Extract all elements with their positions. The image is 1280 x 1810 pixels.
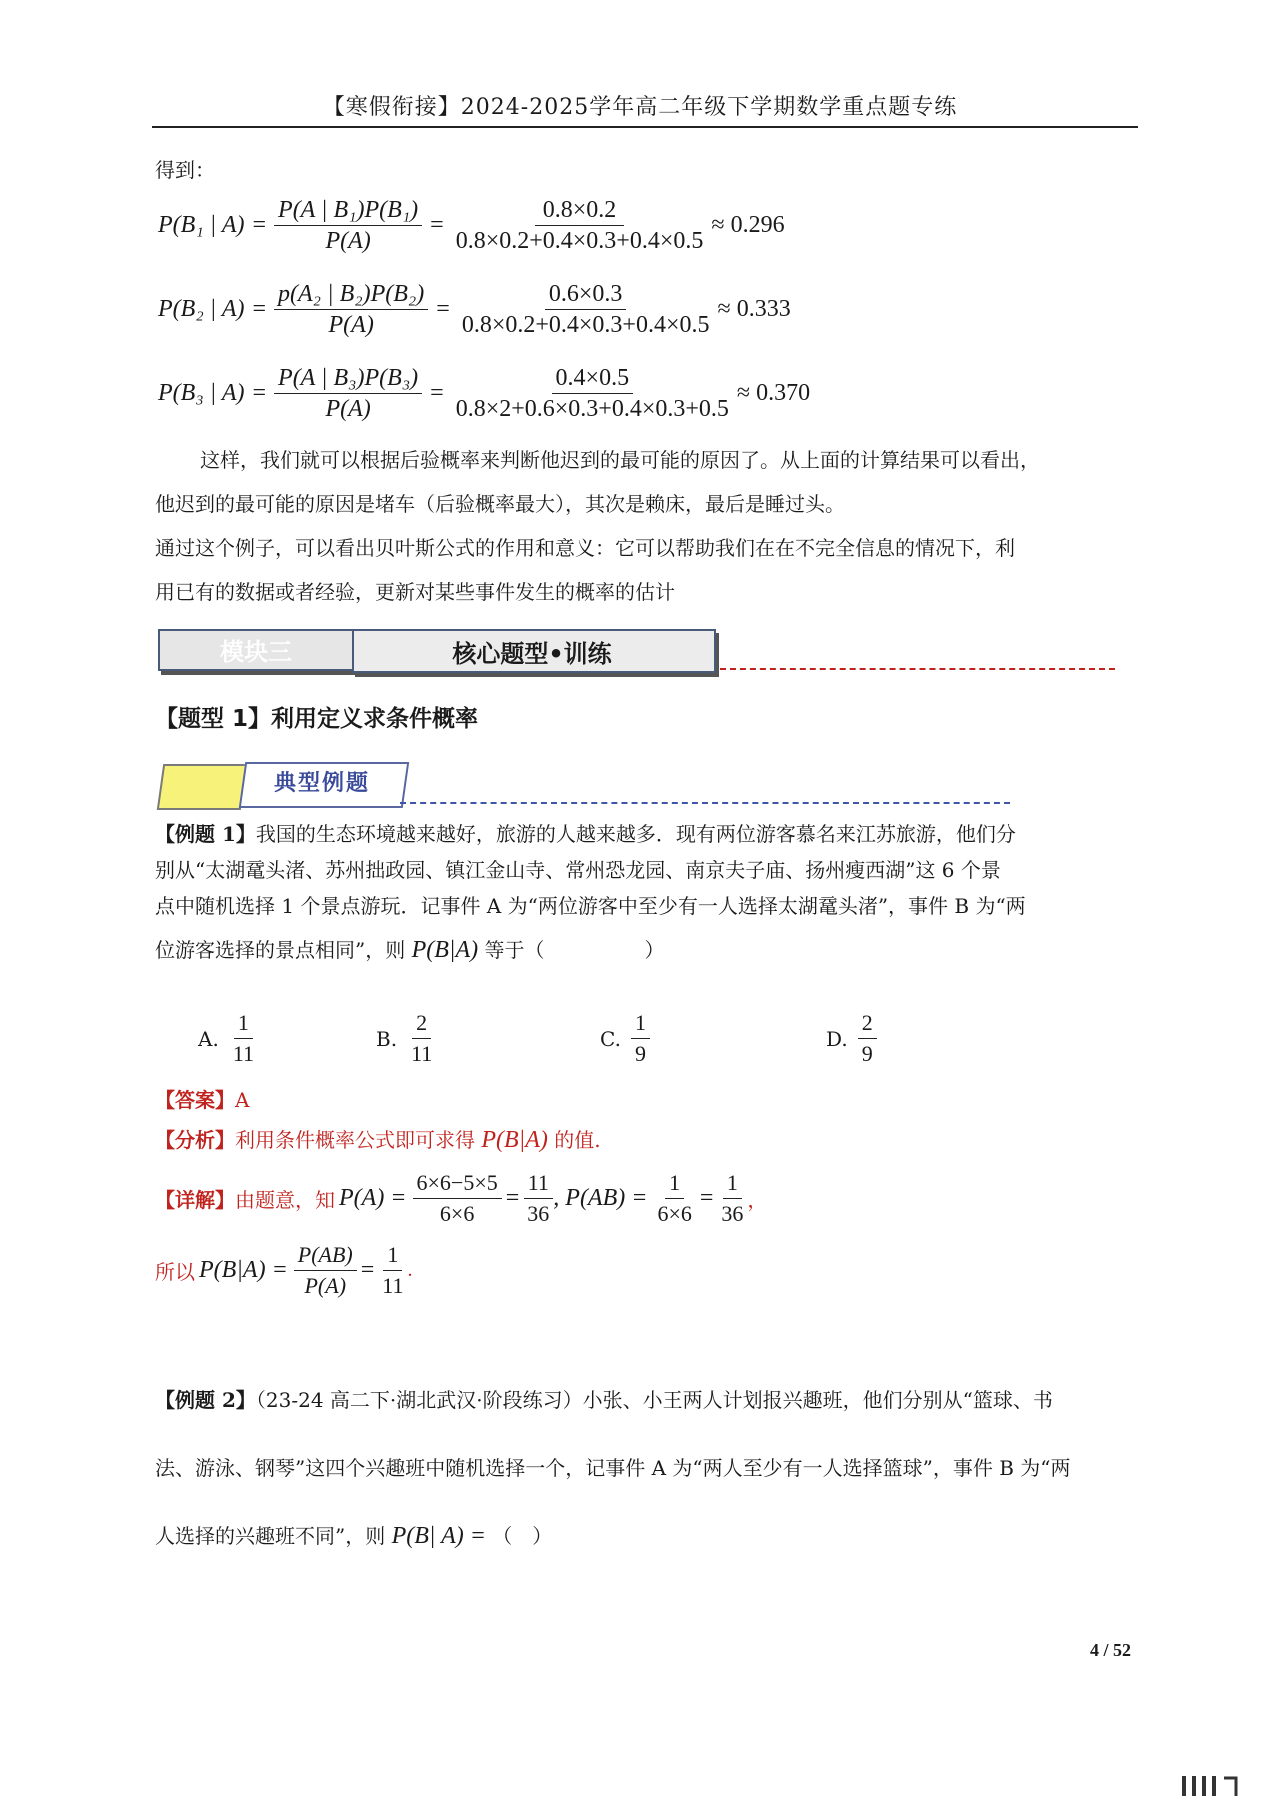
detail-f1 [413, 1168, 502, 1229]
detail-f1-num: 6×6−5×5 [413, 1168, 502, 1199]
ex1-label: 【例题 1】 [155, 822, 256, 846]
answer-value: A [235, 1088, 250, 1112]
detail-text: 由题意，知 [235, 1188, 335, 1212]
type1-title: 【题型 1】利用定义求条件概率 [155, 706, 479, 732]
option-a-fraction [229, 1008, 258, 1069]
so-end: . [407, 1259, 413, 1281]
ex2-line3 [155, 1514, 552, 1558]
so-f2-den: 11 [382, 1273, 404, 1298]
eq2-right-num: 0.6×0.3 [545, 279, 627, 310]
ex1-detail: 【详解】 由题意，知 P(A) = $\frac{6\times 6-5\times 5}{6\times 6}$ = $\frac{11}{36}$ , P(AB) = $\frac{1}{6\times 6}$ = $\frac{1}{36}$ ， [155, 1168, 767, 1229]
equation-1: P(B₁ | A) = $\frac{\text{P(A | B₁)P(B₁)}}{P(A)}$ = $\frac{0.8\times 0.2}{0.8\times 0.2+0.4\times 0.3+0.4\times 0.5}$ ≈ 0.296 [158, 197, 785, 254]
eq1-approx: ≈ 0.296 [711, 212, 785, 238]
so-f2-num: 1 [383, 1240, 402, 1271]
ex1-line2: 别从“太湖鼋头渚、苏州拙政园、镇江金山寺、常州恐龙园、南京夫子庙、扬州瘦西湖”这 6 个景 [155, 858, 1001, 882]
eq3-right-num: 0.4×0.5 [552, 363, 634, 394]
ex1-line4-text: 位游客选择的景点相同”，则 [155, 938, 406, 962]
para2-line2: 用已有的数据或者经验，更新对某些事件发生的概率的估计 [155, 580, 675, 604]
eq3-right-den: 0.8×2+0.6×0.3+0.4×0.3+0.5 [455, 396, 729, 422]
detail-f3-den: 6×6 [657, 1201, 692, 1226]
typical-dashed-line [400, 802, 1010, 804]
option-d-den: 9 [861, 1041, 873, 1066]
ex1-line4-tail: 等于（ ） [484, 938, 665, 962]
eq1-mid-den: P(A) [325, 228, 371, 254]
option-b-den: 11 [411, 1041, 433, 1066]
ex2-line3-math: P(B| A) = [391, 1523, 486, 1549]
option-b-num: 2 [412, 1008, 431, 1039]
eq3-mid-num: P(A | B₃)P(B₃) [274, 363, 422, 394]
detail-f1-den: 6×6 [439, 1201, 475, 1226]
eq2-mid-fraction [274, 279, 428, 340]
eq1-right-num: 0.8×0.2 [535, 195, 625, 226]
ex1-text-1: 我国的生态环境越来越好，旅游的人越来越多．现有两位游客慕名来江苏旅游，他们分 [255, 822, 1016, 846]
ex2-label: 【例题 2】 [155, 1388, 256, 1412]
analysis-math: P(B|A) [481, 1127, 548, 1153]
eq2-right-fraction [458, 279, 714, 340]
eq1-right-den: 0.8×0.2+0.4×0.3+0.4×0.5 [455, 228, 704, 254]
detail-pa: P(A) = [339, 1185, 407, 1211]
option-b-letter: B. [376, 1026, 398, 1051]
eq2-mid-num: p(A₂ | B₂)P(B₂) [274, 279, 428, 310]
option-a-num: 1 [234, 1008, 253, 1039]
ex2-line3-text: 人选择的兴趣班不同”，则 [155, 1524, 386, 1548]
detail-label: 【详解】 [155, 1188, 235, 1212]
option-c-den: 9 [634, 1041, 646, 1066]
page-header: 【寒假衔接】2024-2025学年高二年级下学期数学重点题专练 [322, 95, 958, 120]
option-b [376, 1008, 436, 1069]
ex2-line3-tail: （ ） [492, 1524, 553, 1548]
eq2-mid-den: P(A) [328, 312, 374, 338]
option-c-letter: C. [600, 1026, 621, 1051]
banner-dashed-line [720, 668, 1115, 670]
option-d-fraction [858, 1008, 877, 1069]
detail-f2-den: 36 [527, 1201, 550, 1226]
eq3-mid-fraction [274, 363, 422, 424]
corner-grip-icon [1180, 1772, 1240, 1807]
header-divider [152, 126, 1138, 128]
eq1-mid-num: P(A | B₁)P(B₁) [274, 195, 422, 226]
so-f2 [378, 1240, 407, 1301]
detail-f2 [523, 1168, 553, 1229]
detail-comma: ， [747, 1190, 768, 1212]
page-number: 4 / 52 [1090, 1640, 1132, 1660]
typical-example-label: 典型例题 [273, 770, 370, 796]
so-f1-num: P(AB) [294, 1240, 357, 1271]
so-label: 所以 [155, 1260, 195, 1284]
option-b-fraction [407, 1008, 436, 1069]
ex1-line4-math: P(B|A) [411, 937, 479, 963]
eq2-lhs: P(B₂ | A) [158, 296, 245, 322]
option-d-num: 2 [858, 1008, 877, 1039]
detail-f4-num: 1 [723, 1168, 742, 1199]
para1-line1: 这样，我们就可以根据后验概率来判断他迟到的最可能的原因了。从上面的计算结果可以看出， [200, 448, 1040, 472]
option-c [600, 1008, 650, 1069]
analysis-text: 利用条件概率公式即可求得 [235, 1128, 475, 1152]
eq3-right-fraction [452, 363, 733, 424]
ex1-line4 [155, 928, 665, 972]
ex2-text-1: （23-24 高二下·湖北武汉·阶段练习）小张、小王两人计划报兴趣班，他们分别从“篮球、书 [255, 1388, 1053, 1412]
option-c-fraction [631, 1008, 650, 1069]
equation-2: P(B₂ | A) = $\frac{\text{p(A₂ | B₂)P(B₂)}}{P(A)}$ = $\frac{0.6\times 0.3}{0.8\times 0.2+0.4\times 0.3+0.4\times 0.5}$ ≈ 0.333 [158, 281, 791, 338]
so-f1 [294, 1240, 357, 1301]
so-f1-den: P(A) [304, 1273, 347, 1298]
eq1-right-fraction [452, 195, 708, 256]
module-banner-right-text: 核心题型•训练 [452, 640, 612, 668]
ex1-line3: 点中随机选择 1 个景点游玩．记事件 A 为“两位游客中至少有一人选择太湖鼋头渚”，事件 B 为“两 [155, 894, 1026, 918]
eq2-approx: ≈ 0.333 [717, 296, 791, 322]
option-a-den: 11 [232, 1041, 254, 1066]
ex1-analysis [155, 1118, 601, 1162]
analysis-tail: 的值. [554, 1128, 601, 1152]
yellow-marker [157, 764, 247, 810]
option-a [198, 1008, 258, 1069]
detail-f4 [717, 1168, 747, 1229]
analysis-label: 【分析】 [155, 1128, 235, 1152]
detail-f3-num: 1 [665, 1168, 684, 1199]
so-lhs: P(B|A) = [199, 1257, 288, 1283]
option-d-letter: D. [826, 1026, 848, 1051]
para1-line2: 他迟到的最可能的原因是堵车（后验概率最大），其次是赖床，最后是睡过头。 [155, 492, 845, 516]
answer-label: 【答案】 [155, 1088, 235, 1112]
ex1-answer [155, 1078, 249, 1122]
intro-label: 得到： [155, 158, 215, 182]
eq1-lhs: P(B₁ | A) [158, 212, 245, 238]
detail-pab: , P(AB) = [553, 1185, 648, 1211]
option-c-num: 1 [631, 1008, 650, 1039]
eq2-right-den: 0.8×0.2+0.4×0.3+0.4×0.5 [461, 312, 710, 338]
eq3-lhs: P(B₃ | A) [158, 380, 245, 406]
option-a-letter: A. [198, 1026, 219, 1051]
equation-3: P(B₃ | A) = $\frac{\text{P(A | B₃)P(B₃)}}{P(A)}$ = $\frac{0.4\times 0.5}{0.8\times 2+0.6\times 0.3+0.4\times 0.3+0.5}$ ≈ 0.370 [158, 365, 811, 422]
ex2-line1 [155, 1378, 1053, 1422]
detail-f4-den: 36 [721, 1201, 744, 1226]
ex1-conclusion: 所以 P(B|A) = $\frac{P(AB)}{P(A)}$ = $\frac{1}{11}$ . [155, 1240, 412, 1301]
eq3-mid-den: P(A) [325, 396, 371, 422]
eq3-approx: ≈ 0.370 [736, 380, 811, 406]
detail-f2-num: 11 [524, 1168, 553, 1199]
para2-line1: 通过这个例子，可以看出贝叶斯公式的作用和意义：它可以帮助我们在在不完全信息的情况下，利 [155, 536, 1015, 560]
eq1-mid-fraction [274, 195, 422, 256]
ex2-line2: 法、游泳、钢琴”这四个兴趣班中随机选择一个，记事件 A 为“两人至少有一人选择篮球”，事件 B 为“两 [155, 1456, 1071, 1480]
module-banner-left-text: 模块三 [220, 638, 292, 666]
detail-f3 [653, 1168, 695, 1229]
option-d [826, 1008, 877, 1069]
